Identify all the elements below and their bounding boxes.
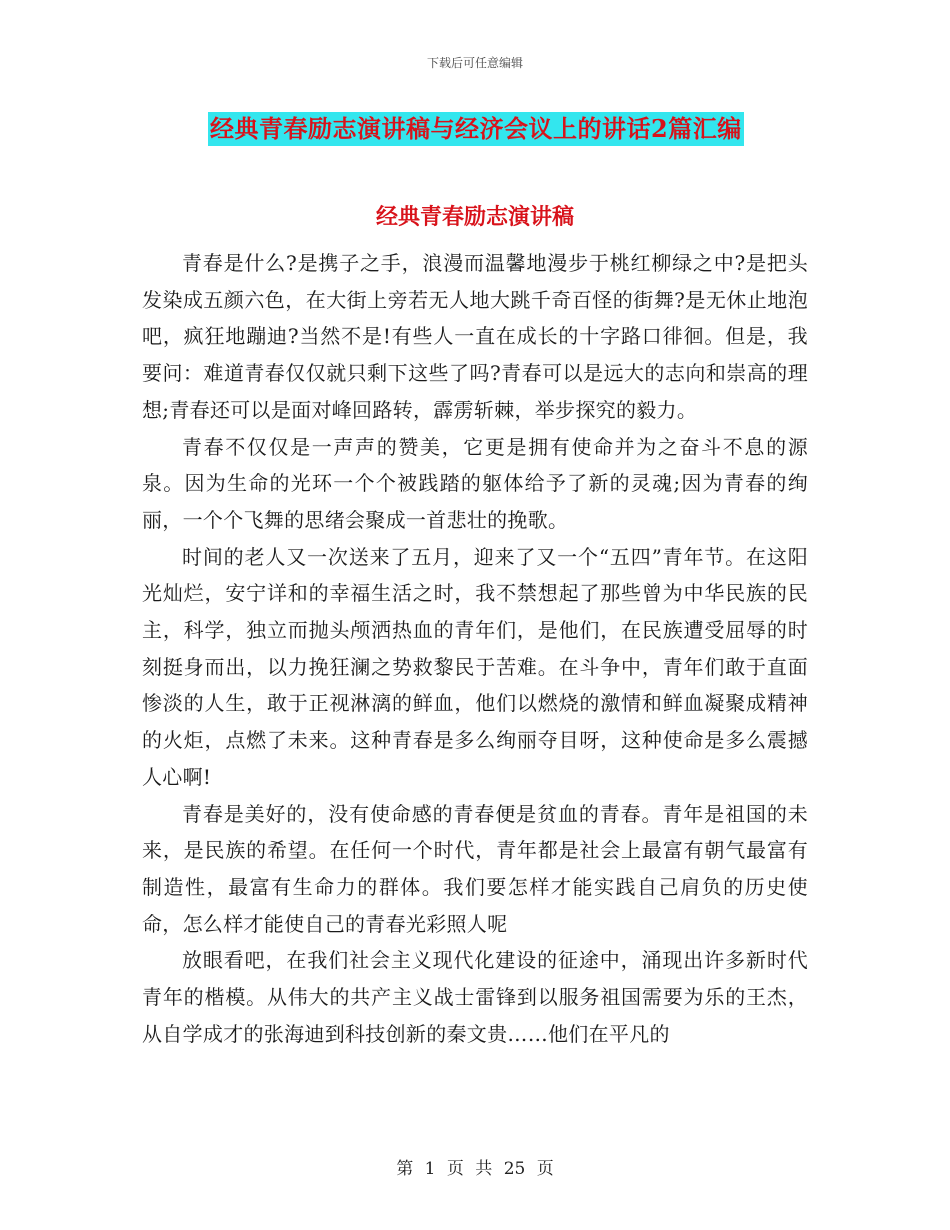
body-text [142,245,808,1052]
document-title: 经典青春励志演讲稿与经济会议上的讲话2篇汇编 [208,112,744,146]
paragraph: 青春不仅仅是一声声的赞美，它更是拥有使命并为之奋斗不息的源泉。因为生命的光环一个个被践踏的躯体给予了新的灵魂;因为青春的绚丽，一个个飞舞的思绪会聚成一首悲壮的挽歌。 [142,434,808,532]
paragraph: 青春是美好的，没有使命感的青春便是贫血的青春。青年是祖国的未来，是民族的希望。在任何一个时代，青年都是社会上最富有朝气最富有制造性，最富有生命力的群体。我们要怎样才能实践自己肩负的历史使命，怎么样才能使自己的青春光彩照人呢 [142,801,808,936]
header-note: 下载后可任意编辑 [426,56,523,70]
paragraph: 时间的老人又一次送来了五月，迎来了又一个“五四”青年节。在这阳光灿烂，安宁详和的幸福生活之时，我不禁想起了那些曾为中华民族的民主，科学，独立而抛头颅洒热血的青年们，是他们，在民族遭受屈辱的时刻挺身而出，以力挽狂澜之势救黎民于苦难。在斗争中，青年们敢于直面惨淡的人生，敢于正视淋漓的鲜血，他们以燃烧的激情和鲜血凝聚成精神的火炬，点燃了未来。这种青春是多么绚丽夺目呀，这种使命是多么震撼人心啊! [142,544,808,789]
paragraph: 放眼看吧，在我们社会主义现代化建设的征途中，涌现出许多新时代青年的楷模。从伟大的共产主义战士雷锋到以服务祖国需要为乐的王杰，从自学成才的张海迪到科技创新的秦文贵……他们在平凡的 [142,948,808,1046]
page-footer: 第 1 页 共 25 页 [396,1159,554,1179]
paragraph: 青春是什么?是携子之手，浪漫而温馨地漫步于桃红柳绿之中?是把头发染成五颜六色，在大街上旁若无人地大跳千奇百怪的街舞?是无休止地泡吧，疯狂地蹦迪?当然不是!有些人一直在成长的十字路口徘徊。但是，我要问：难道青春仅仅就只剩下这些了吗?青春可以是远大的志向和崇高的理想;青春还可以是面对峰回路转，霹雳斩棘，举步探究的毅力。 [142,251,808,422]
section-title: 经典青春励志演讲稿 [375,204,574,230]
